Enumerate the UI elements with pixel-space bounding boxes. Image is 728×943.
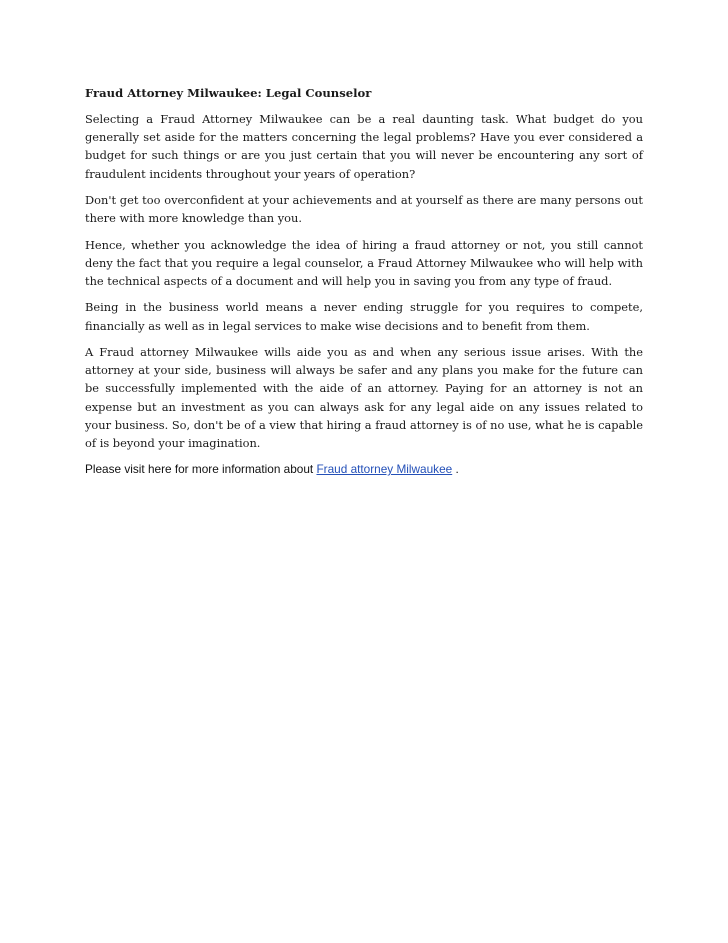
- paragraph-4: Being in the business world means a never ending struggle for you requires to compete, financially as well as in legal services to make wise decisions and to benefit from them.: [85, 300, 643, 333]
- document-title: Fraud Attorney Milwaukee: Legal Counselor: [85, 86, 372, 100]
- footer-suffix: .: [452, 462, 459, 477]
- paragraph-5: A Fraud attorney Milwaukee wills aide you as and when any serious issue arises. With the attorney at your side, business will always be safer and any plans you make for the future can be successfully implemented with the aide of an attorney. Paying for an attorney is not an expense but an investment as you can always ask for any legal aide on any issues related to your business. So, don't be of a view that hiring a fraud attorney is of no use, what he is capable of is beyond your imagination.: [85, 344, 643, 450]
- document-content: [85, 84, 643, 478]
- paragraph-2: Don't get too overconfident at your achievements and at yourself as there are many persons out there with more knowledge than you.: [85, 193, 643, 226]
- paragraph-1: Selecting a Fraud Attorney Milwaukee can be a real daunting task. What budget do you generally set aside for the matters concerning the legal problems? Have you ever considered a budget for such things or are you just certain that you will never be encountering any sort of fraudulent incidents throughout your years of operation?: [85, 112, 643, 181]
- fraud-attorney-link[interactable]: Fraud attorney Milwaukee: [316, 462, 453, 477]
- paragraph-3: Hence, whether you acknowledge the idea of hiring a fraud attorney or not, you still cannot deny the fact that you require a legal counselor, a Fraud Attorney Milwaukee who will help with the technical aspects of a document and will help you in saving you from any type of fraud.: [85, 237, 643, 288]
- footer-prefix: Please visit here for more information about: [85, 462, 317, 477]
- footer-line: [85, 460, 643, 478]
